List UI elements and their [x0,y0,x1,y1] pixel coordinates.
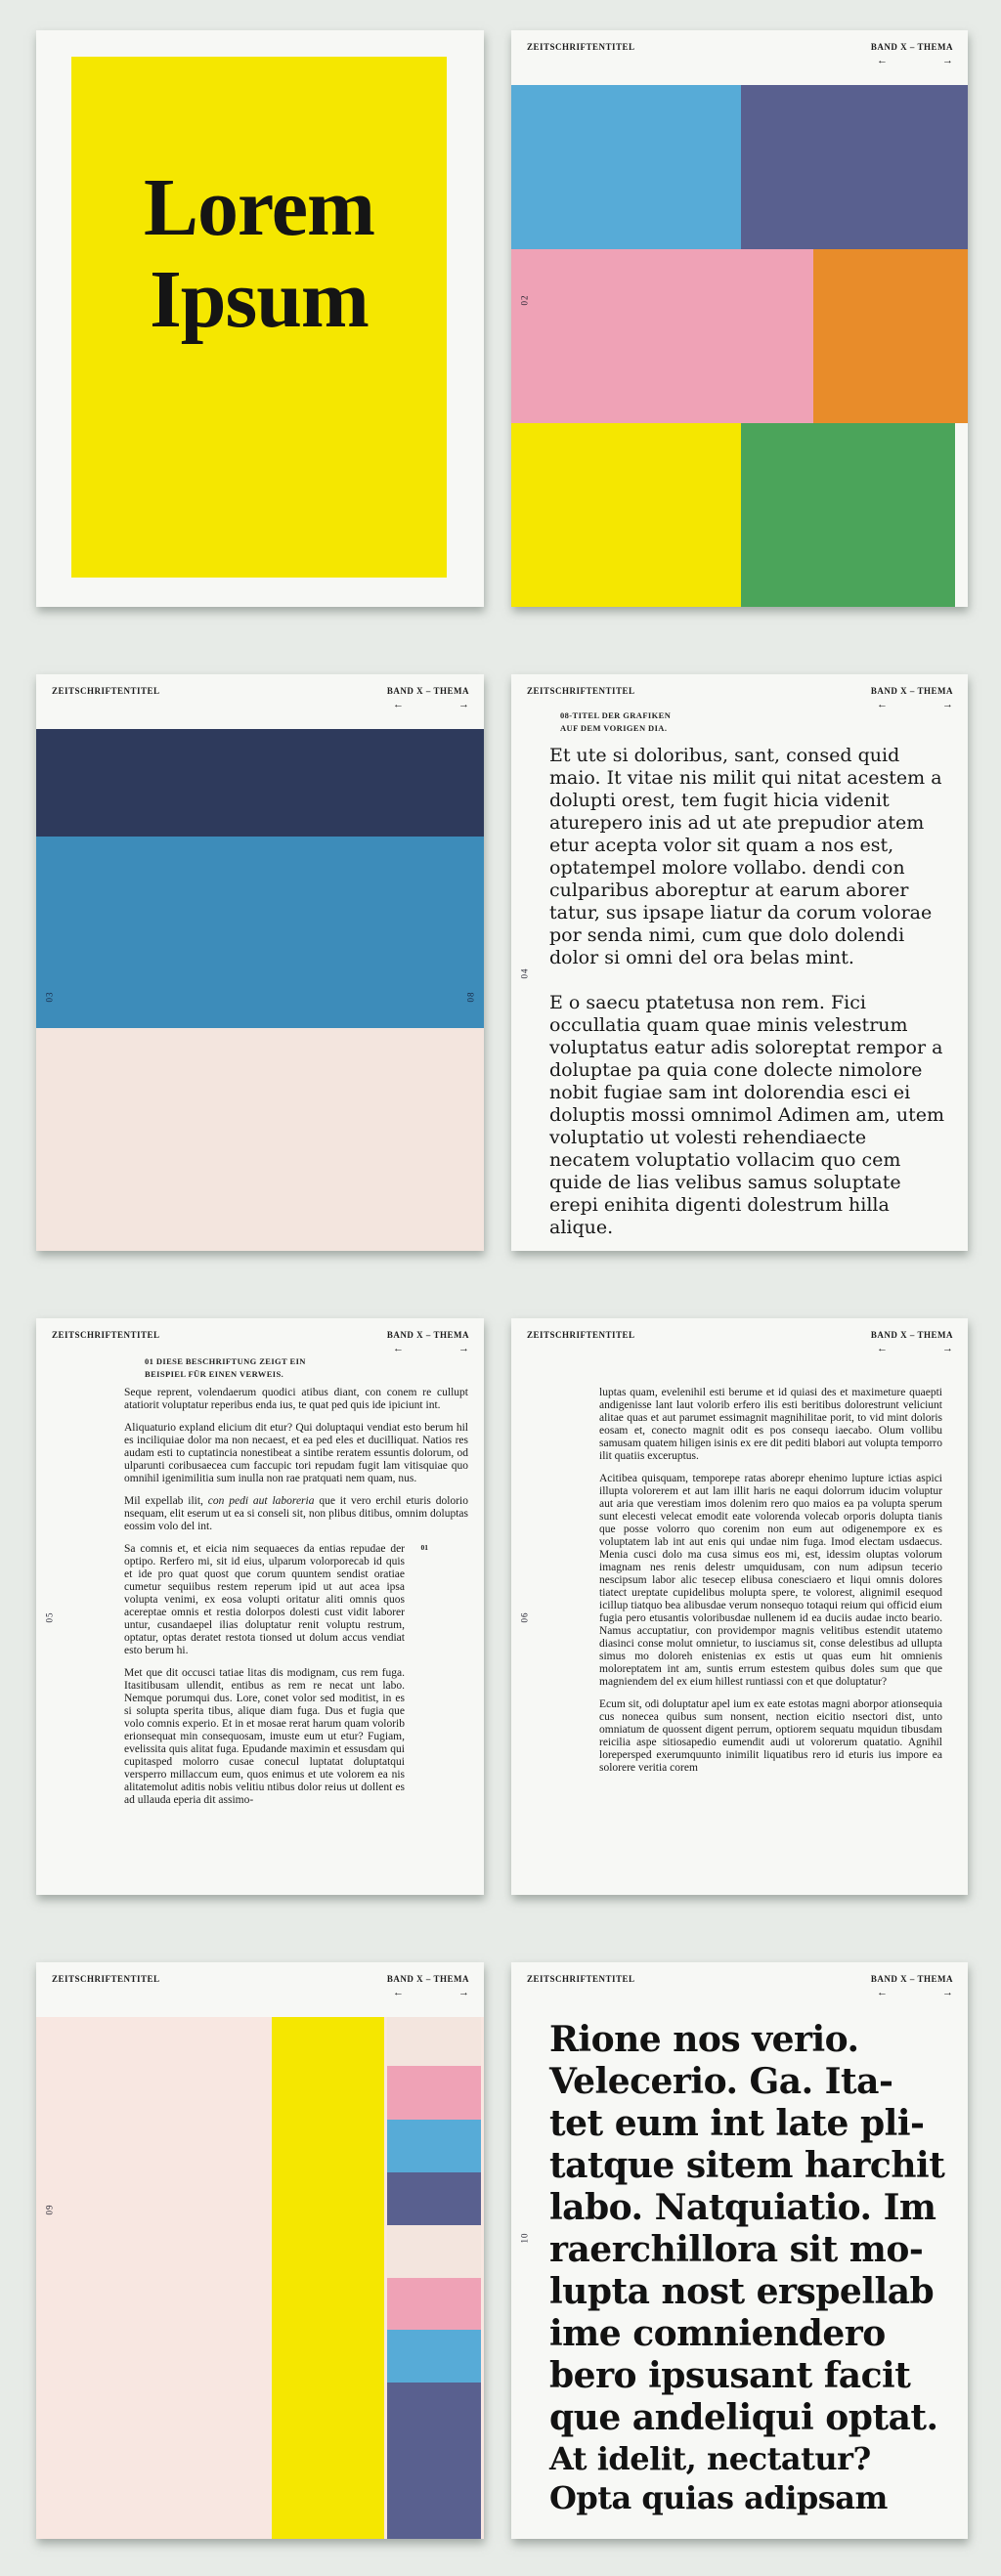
figure-caption-line1: 08-TITEL DER GRAFIKEN [560,710,672,720]
paragraph: Ecum sit, odi doluptatur apel ium ex eate estotas magni aborpor ationsequia cus nonecea quibus sum nonsent, nection eicitio nsectori dist, unto omniatum de quossent digent perrum, optiorem sequatu mquidun tibusdam reicilia aspe sitiosapedio eumendit audi ut volorerum quatatio. Agnihil lorepersped exerumquunto inimilit liquatibus rero id eturis ius impore ea solorere veritia corem [599,1698,942,1774]
color-block-slate [741,85,968,249]
paragraph: E o saecu ptatetusa non rem. Fici occullatia quam quae minis velestrum voluptatus eatur adis soloreptat rempor a doluptae pa quia cone dolecte nimolore nobit fugiae sam int dolorendia esci ei doluptis mossi omnimol Adimen am, utem voluptatio ut volesti rehendiaecte necatem voluptatio vollacim quo cem quide de lias velibus samus soluptate erepi enihita digenti dolestrum hilla alique. [549,992,945,1238]
display-line: Opta quias adipsam [549,2479,888,2516]
next-arrow-icon[interactable]: → [458,1343,469,1354]
display-line: tet eum int late pli- [549,2103,925,2144]
next-arrow-icon[interactable]: → [942,1343,953,1354]
paragraph-text: Mil expellab ilit, [124,1495,208,1507]
page-number: 03 [44,991,55,1002]
display-line: ime comniendero [549,2313,886,2354]
issue-block [871,1330,953,1371]
prev-arrow-icon[interactable]: ← [877,1343,888,1354]
next-arrow-icon[interactable]: → [942,55,953,66]
cover-title-line1: Lorem [143,161,375,253]
paragraph: Acitibea quisquam, temporepe ratas aborepr ehenimo lupture ictias aspici illupta volorerem et aut lam illit haris ne eaqui dolorrum iducim voluptur aut aria que verestiam imos dolenim rero quo maios ea pa volupta sperum sunt elecesti velecat emodit eate volorenda volecab orporis dolupta tianis que posse volorro quo corenim non eum aut odigenempore ex es voluptatem lab int aut enis qui undae nim fuga. Imod electam usdaecus. Menia cusci dolo ma cusa simus eos mi, est, idessim oluptas volorum imagnam nes renis delestr umquidusam, con num adipsun tecerio nescipsum labor alic tesecep elibusa conesciaero et liqui omnis dolores tiatect ureptate cupidelibus molupta spere, te volorest, alignimil esequod icillup tiatquo bea alibusdae verum nonsequo totaqui reium qui officid eium fugia pero etusantis voloribusdae nullenem id ea duciis audae incto beario. Namus accuptatiur, con providempor magnis velitibus estendit utatemo diasinci conse molut omnietur, to iusciamus sit, conse delestibus ad ullupta simus mo doloreh enistenias ex estis ut quas eum hit omnienis moloreptatem int am, suntis errum estestem quibus doles sum que que magniendem del ex eium hillest runtiassi con et que doluptatur? [599,1473,942,1688]
stack-block-pink [387,2278,481,2330]
stack-block-cream [387,2225,481,2278]
issue-block [387,1330,469,1371]
display-line: At idelit, nectatur? [549,2440,871,2477]
stack-block-sky [387,2120,481,2172]
issue-title: BAND X – THEMA [386,1330,469,1340]
pager-arrows [393,1988,469,1998]
page-03 [36,674,484,1251]
stack-block-slate [387,2383,481,2539]
prev-arrow-icon[interactable]: ← [877,55,888,66]
next-arrow-icon[interactable]: → [942,1987,953,1998]
color-block-pink [511,249,813,423]
figure-number: 08 [465,991,476,1002]
stack-block-pink [387,2066,481,2119]
reference-caption [145,1355,306,1381]
body-text [549,745,948,1251]
stack-block-cream [387,2017,481,2066]
stack-block-slate [387,2172,481,2225]
color-stripe-yellow [272,2017,384,2539]
page-header [36,674,484,727]
paragraph-italic-phrase: con pedi aut laboreria [207,1495,315,1507]
paragraph: luptas quam, evelenihil esti berume et id quiasi des et maximeture quaepti andigenisse lant laut volorib erfero ilis esti beritibus dolorestrunt veliciunt alitae quas et aut parumet essimagnit magnihilitae porit, to vid mint doloris eosam et, conecto magnit odit es pos consequ iaecabo. Olum vollibu samusam quatem hiligen isinis ex ere dit pediti blabori aut volupta temporro ilit quatiis exceruptus. [599,1387,942,1462]
color-grid [511,85,968,607]
reference-caption-line2: BEISPIEL FÜR EINEN VERWEIS. [145,1369,284,1379]
page-header [36,1962,484,2015]
issue-title: BAND X – THEMA [386,686,469,696]
journal-title: ZEITSCHRIFTENTITEL [527,1330,635,1340]
issue-block [387,1974,469,2015]
color-stack [387,2017,481,2539]
cover-title [144,162,374,346]
prev-arrow-icon[interactable]: ← [393,1343,404,1354]
footnote-marker: 01 [420,1543,428,1552]
issue-title: BAND X – THEMA [870,42,953,52]
page-number: 10 [519,2232,530,2244]
paragraph [124,1543,428,1657]
prev-arrow-icon[interactable]: ← [877,699,888,710]
page-header [511,1318,968,1371]
display-line: que andeliqui optat. [549,2397,938,2438]
page-02 [511,30,968,607]
color-block-orange [813,249,968,423]
page-number: 06 [519,1611,530,1623]
page-04 [511,674,968,1251]
display-line: raerchillora sit mo- [549,2229,924,2270]
pager-arrows [877,1988,953,1998]
color-block-yellow [511,423,741,607]
cover-color-block [71,57,447,578]
display-line: tatque sitem harchit [549,2145,945,2186]
color-bands [36,729,484,1251]
page-07 [36,1962,484,2539]
paragraph-text: Sa comnis et, et eicia nim sequaeces da entias repudae der optipo. Rerfero mi, sit id eius, ulparum volorporecab id quis et ide pro quat quost que corum quuntem sendist oratiae cumetur sequiibus restem reperum ipid ut aut acea ipsa volupta venimi, ex eosa volupti oritatur aliti omnis quos acereptae omnis et restia dolorpos dolesti cust vidit laborer untur, cusandaepel ilias doluptatur renit voluptu restrum, optatur, optas deratet restota tionsed ut dolum accus vendiat esto berum hi. [124,1543,405,1656]
pager-arrows [877,700,953,710]
pager-arrows [393,700,469,710]
page-05 [36,1318,484,1895]
prev-arrow-icon[interactable]: ← [393,699,404,710]
issue-block [387,686,469,727]
page-01-cover [36,30,484,607]
paragraph-text: que it vero erchil eturis dolorio nsequam, elit eserum ut ea si conseli sit, non plibus ditibus, omnim doluptas eossim volo del int. [124,1495,468,1532]
body-text [599,1387,942,1784]
issue-block [871,42,953,83]
display-line: lupta nost erspellab [549,2271,935,2312]
color-band-navy [36,729,484,837]
next-arrow-icon[interactable]: → [458,1987,469,1998]
pager-arrows [877,56,953,66]
issue-block [871,686,953,727]
issue-block [871,1974,953,2015]
color-block-sky [511,85,741,249]
figure-caption [560,709,671,735]
issue-title: BAND X – THEMA [386,1974,469,1984]
page-header [511,30,968,83]
cover-title-line2: Ipsum [150,253,369,345]
journal-title: ZEITSCHRIFTENTITEL [527,42,635,52]
stack-block-sky [387,2330,481,2383]
page-header [511,1962,968,2015]
issue-title: BAND X – THEMA [870,1330,953,1340]
display-text [549,2019,954,2517]
body-text [124,1387,476,1817]
prev-arrow-icon[interactable]: ← [393,1987,404,1998]
pager-arrows [393,1344,469,1354]
paragraph: Seque reprent, volendaerum quodici atibus diant, con conem re cullupt atatiorit voluptatur reperibus enda ius, te quat ped quis ide ipiciunt int. [124,1387,468,1411]
next-arrow-icon[interactable]: → [942,699,953,710]
color-band-cream [36,1028,484,1251]
color-composition [36,2017,484,2539]
journal-title: ZEITSCHRIFTENTITEL [52,1974,160,1984]
paragraph [124,1495,468,1533]
display-line: labo. Natquiatio. Im [549,2187,936,2228]
page-number: 05 [44,1611,55,1623]
next-arrow-icon[interactable]: → [458,699,469,710]
display-line: Rione nos verio. [549,2019,859,2060]
paragraph: Et ute si doloribus, sant, consed quid maio. It vitae nis milit qui nitat acestem a dolupti orest, tem fugit hicia videnit aturepero inis ad ut ate prepudior atem etur acepta volor sit quam a nos est, optatempel molore vollabo. dendi con culparibus aboreptur at earum aborer tatur, sus ipsape liatur da corum volorae por senda nimi, cum que dolo dolendi dolor si omni del ora belas mint. [549,745,942,968]
page-06 [511,1318,968,1895]
issue-title: BAND X – THEMA [870,686,953,696]
journal-title: ZEITSCHRIFTENTITEL [527,1974,635,1984]
paragraph: Met que dit occusci tatiae litas dis modignam, cus rem fuga. Itasitibusam ullendit, entibus as rem re necat unt labo. Nemque porumqui dus. Lore, conet volor sed moditist, in es si solupta sperita tibus, alique diam fuga. Dus et fugia que volo comnis experio. Et in et mosae rerat harum quam volorib erionsequat min consequosam, imuste eum ut etur? Fugiam, evelissita quis alitat fuga. Epudande maximin et essusdam qui cupitasped molorro cusae conecul luptatat doluptatqui versperro millaccum eum, quos enimus et ute volorem ea nis alitatemolut aditis nobis velitiu ntibus dolor reius ut dollent es ad ullauda eperia dit assimo- [124,1667,405,1806]
issue-title: BAND X – THEMA [870,1974,953,1984]
figure-caption-line2: AUF DEM VORIGEN DIA. [560,723,668,733]
prev-arrow-icon[interactable]: ← [877,1987,888,1998]
page-number: 09 [44,2204,55,2215]
journal-title: ZEITSCHRIFTENTITEL [52,686,160,696]
page-number: 02 [519,294,530,306]
display-line: bero ipsusant facit [549,2355,911,2396]
color-band-blue [36,837,484,1028]
color-block-green [741,423,955,607]
reference-caption-line1: 01 DIESE BESCHRIFTUNG ZEIGT EIN [145,1356,306,1366]
paragraph: Aliquaturio expland elicium dit etur? Qui doluptaqui vendiat esto berum hil es inciliquiae dolor ma non necaest, et ea ped eles et ducilliquat. Natios res audam esti to cuptatincia nonestibeat a sintibe reratem essuntis dolorum, od ulparunti coribusaecea cum faccupic tori repudam fugit lam vitisquiae quo omnihil igenimilitia sum inulla non rae pratquati nem quam, nus. [124,1422,468,1484]
page-number: 04 [519,967,530,979]
page-08 [511,1962,968,2539]
pager-arrows [877,1344,953,1354]
display-line: Velecerio. Ga. Ita- [549,2061,893,2102]
journal-title: ZEITSCHRIFTENTITEL [52,1330,160,1340]
journal-title: ZEITSCHRIFTENTITEL [527,686,635,696]
